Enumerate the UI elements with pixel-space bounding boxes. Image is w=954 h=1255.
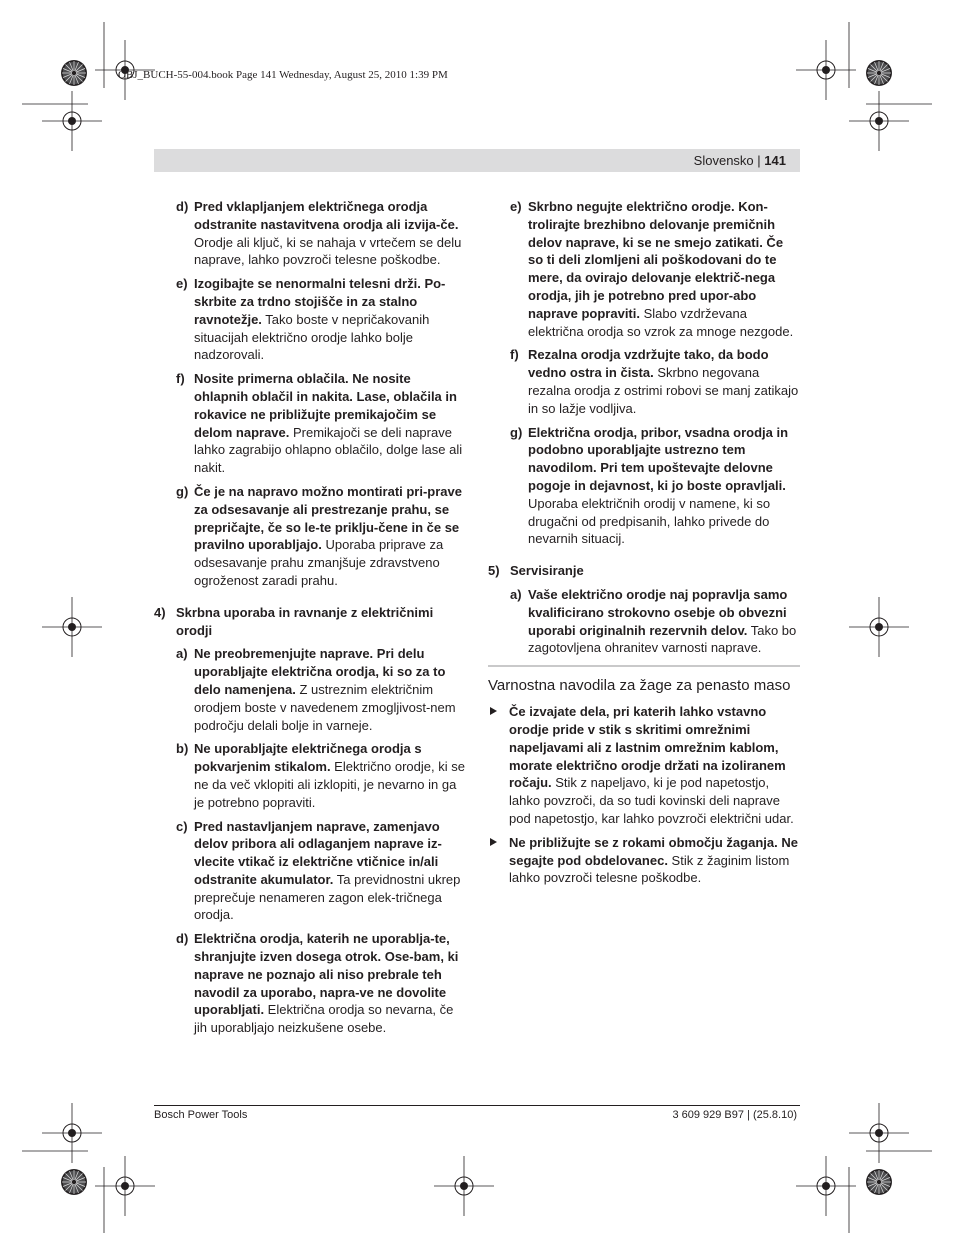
bullet-item — [488, 703, 800, 828]
item-text: Uporaba priprave za odsesavanje prahu zmanjšuje zdravstveno ogroženost zaradi prahu. — [194, 537, 444, 588]
item-text: Električno orodje, ki se ne da več vklopiti ali izklopiti, je nevarno in ga je potrebno popraviti. — [194, 759, 465, 810]
triangle-bullet-icon — [490, 707, 497, 715]
item-bold-text: Ne preobremenjujte naprave. Pri delu uporabljajte električna orodja, ki so za to delo namenjena. — [194, 646, 446, 697]
section-5-item-list — [488, 586, 800, 657]
right-column — [488, 198, 800, 893]
item-bold-text: Rezalna orodja vzdržujte tako, da bodo vedno ostra in čista. — [528, 347, 769, 381]
list-item — [154, 818, 466, 925]
item-bold-text: Če je na napravo možno montirati pri-prave za odsesavanje ali prestrezanje prahu, se prepričajte, če so le-te priklju-čene in če se pravilno uporabljajo. — [194, 483, 462, 553]
list-item — [488, 198, 800, 340]
list-item — [488, 586, 800, 657]
item-label: a) — [510, 586, 522, 602]
bullet-text: Stik z napeljavo, ki je pod napetostjo, lahko povzroči, da so tudi kovinski deli naprave pod napetostjo, kar lahko povzroči električni udar. — [509, 775, 794, 826]
item-label: d) — [176, 199, 189, 214]
footer-rule — [154, 1105, 800, 1106]
footer-brand: Bosch Power Tools — [154, 1109, 248, 1121]
item-text: Tako boste v nepričakovanih situacijah električno orodje lahko bolje nadzorovali. — [194, 311, 430, 363]
item-label: b) — [176, 741, 189, 757]
list-item — [488, 346, 800, 417]
item-bold-text: Ne uporabljajte električnega orodja s pokvarjenim stikalom. — [194, 741, 422, 775]
right-item-list — [488, 198, 800, 548]
list-item — [154, 930, 466, 1037]
bullet-bold-text: Če izvajate dela, pri katerih lahko vstavno orodje pride v stik s skritimi omrežnimi napeljavami ali z lastnim omrežnim kablom, morate električno orodje držati na izoliranem ročaju. — [509, 704, 786, 791]
item-label: e) — [510, 199, 522, 214]
item-label: c) — [176, 818, 188, 834]
bullet-text: Stik z žaginim listom lahko povzroči telesne poškodbe. — [509, 852, 790, 886]
list-item — [154, 483, 466, 590]
item-text: Tako bo zagotovljena ohranitev varnosti naprave. — [528, 622, 797, 656]
item-bold-text: Izogibajte se nenormalni telesni drži. Po-skrbite za trdno stojišče in za stalno ravnotežje. — [194, 276, 446, 327]
item-text: Slabo vzdrževana električna orodja so vzrok za mnoge nezgode. — [528, 305, 794, 339]
header-language: Slovensko — [693, 153, 754, 168]
section-5-heading: 5) Servisiranje — [488, 563, 584, 579]
item-text: Ta previdnostni ukrep preprečuje nenameren zagon elek-tričnega orodja. — [194, 871, 461, 923]
item-label: a) — [176, 646, 188, 662]
item-label: f) — [176, 371, 185, 387]
item-bold-text: Električna orodja, katerih ne uporablja-te, shranjujte izven dosega otrok. Ose-bam, ki naprave ne poznajo ali niso prebrale teh navodil za uporabo, napra-ve ne dovolite uporabljati. — [194, 931, 459, 1018]
bullet-list — [488, 703, 800, 887]
page-header — [154, 149, 800, 172]
left-item-list — [154, 198, 466, 590]
section-4-heading: 4) Skrbna uporaba in ravnanje z električnimi orodji — [154, 604, 434, 638]
item-bold-text: Nosite primerna oblačila. Ne nosite ohlapnih oblačil in nakita. Lase, oblačila in rokavice ne približujte premikajočim se delom naprave. — [194, 371, 457, 440]
bullet-bold-text: Ne približujte se z rokami območju žaganja. Ne segajte pod obdelovanec. — [509, 834, 798, 868]
list-item — [488, 424, 800, 549]
item-bold-text: Vaše električno orodje naj popravlja samo kvalificirano strokovno osebje ob obvezni uporabi originalnih rezervnih delov. — [528, 586, 788, 638]
item-text: Uporaba električnih orodij v namene, ki so drugačni od predpisanih, lahko privede do nevarnih situacij. — [528, 495, 771, 547]
item-bold-text: Pred nastavljanjem naprave, zamenjavo delov pribora ali odlaganjem naprave iz-vlecite vtikač iz električne vtičnice in/ali odstranite akumulator. — [194, 818, 442, 887]
left-column — [154, 198, 466, 1043]
subsection-title: Varnostna navodila za žage za penasto maso — [488, 677, 791, 695]
item-bold-text: Skrbno negujte električno orodje. Kon-trolirajte brezhibno delovanje premičnih delov naprave, ki se ne smejo zatikati. Če so ti deli zlomljeni ali poškodovani do te mere, da ovirajo delovanje električ-nega orodja, jih je potrebno pred upor-abo naprave popraviti. — [528, 199, 784, 321]
footer-doc-id: 3 609 929 B97 | (25.8.10) — [672, 1109, 797, 1121]
item-label: g) — [510, 424, 523, 440]
item-label: d) — [176, 931, 189, 947]
list-item — [154, 645, 466, 734]
section-divider — [488, 665, 800, 667]
item-text: Orodje ali ključ, ki se nahaja v vrtečem se delu naprave, lahko povzroči telesne poškodbe. — [194, 234, 462, 268]
list-item — [154, 370, 466, 477]
item-label: e) — [176, 276, 188, 292]
bullet-item — [488, 834, 800, 887]
item-text: Z ustreznim električnim orodjem boste v navedenem zmogljivost-nem področju delali bolje in varneje. — [194, 681, 456, 733]
item-label: g) — [176, 483, 189, 499]
item-text: Premikajoči se deli naprave lahko zagrabijo ohlapno oblačilo, dolge lase ali nakit. — [194, 424, 463, 476]
list-item — [154, 740, 466, 811]
header-separator: | — [757, 153, 761, 168]
file-slug-line: OBJ_BUCH-55-004.book Page 141 Wednesday, August 25, 2010 1:39 PM — [118, 69, 448, 81]
item-bold-text: Pred vklapljanjem električnega orodja odstranite nastavitvena orodja ali izvija-če. — [194, 199, 459, 232]
list-item — [154, 198, 466, 269]
list-item — [154, 275, 466, 364]
item-bold-text: Električna orodja, pribor, vsadna orodja in podobno uporabljajte ustrezno tem navodilom. Pri tem upoštevajte delovne pogoje in dejavnost, ki jo boste opravljali. — [528, 424, 789, 493]
item-text: Skrbno negovana rezalna orodja z ostrimi robovi se manj zatikajo in so lažje vodljiva. — [528, 365, 799, 416]
triangle-bullet-icon — [490, 838, 497, 846]
item-text: Električna orodja so nevarna, če jih uporabljajo neizkušene osebe. — [194, 1002, 454, 1036]
page-number: 141 — [764, 153, 786, 168]
item-label: f) — [510, 347, 519, 363]
section-4-item-list — [154, 645, 466, 1037]
